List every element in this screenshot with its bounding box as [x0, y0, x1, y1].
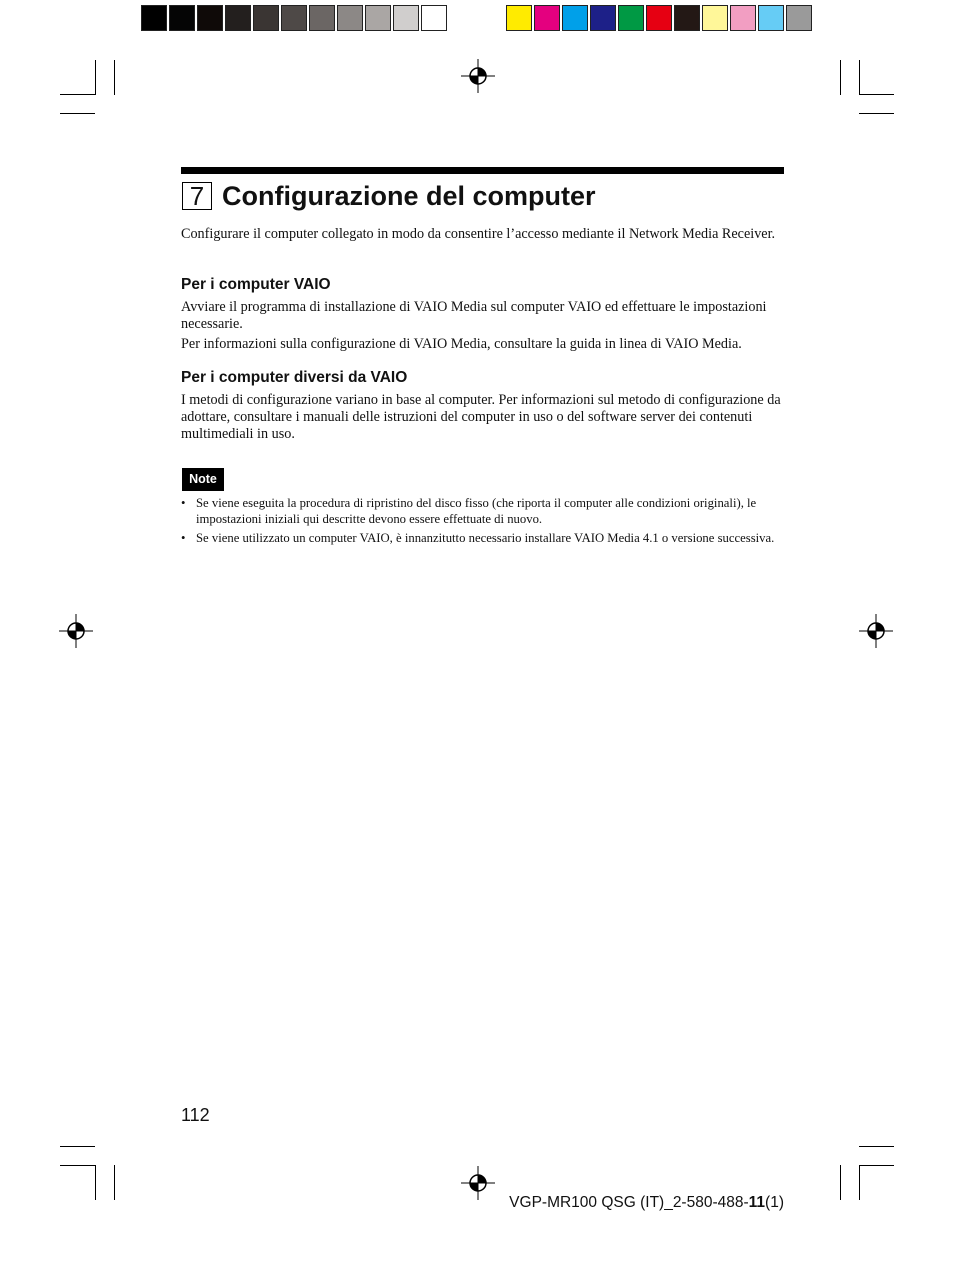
vaio-paragraph-1: Avviare il programma di installazione di VAIO Media sul computer VAIO ed effettuare le impostazioni necessarie.: [181, 299, 767, 332]
crop-mark: [840, 60, 841, 95]
section-rule: [181, 167, 784, 174]
crop-mark: [114, 1165, 115, 1200]
color-swatch: [421, 5, 447, 31]
crop-mark: [95, 60, 96, 95]
other-paragraph: I metodi di configurazione variano in base al computer. Per informazioni sul metodo di configurazione da adottare, consultare i manuali delle istruzioni del computer in uso o del software server dei contenuti multimediali in uso.: [181, 392, 781, 442]
footer-code: [509, 1193, 784, 1213]
color-swatch: [309, 5, 335, 31]
crop-mark: [60, 113, 95, 114]
color-swatch: [786, 5, 812, 31]
crop-mark: [859, 1165, 860, 1200]
crop-mark: [859, 60, 860, 95]
section-number: 7: [182, 182, 212, 210]
registration-mark-icon: [59, 614, 93, 648]
footer-prefix: VGP-MR100 QSG (IT)_2-580-488-: [509, 1194, 749, 1211]
crop-mark: [859, 94, 894, 95]
color-swatch: [225, 5, 251, 31]
registration-mark-icon: [859, 614, 893, 648]
heading-vaio: Per i computer VAIO: [181, 276, 331, 293]
color-swatch: [197, 5, 223, 31]
color-swatch: [674, 5, 700, 31]
note-item-text: Se viene utilizzato un computer VAIO, è innanzitutto necessario installare VAIO Media 4.1 o versione successiva.: [196, 531, 775, 545]
footer-bold: 11: [748, 1194, 766, 1211]
color-swatch: [141, 5, 167, 31]
bullet-icon: •: [181, 531, 186, 545]
color-swatch: [702, 5, 728, 31]
registration-mark-icon: [461, 59, 495, 93]
color-swatch: [506, 5, 532, 31]
color-swatch: [590, 5, 616, 31]
color-swatch: [365, 5, 391, 31]
crop-mark: [840, 1165, 841, 1200]
color-swatch: [730, 5, 756, 31]
color-swatch: [758, 5, 784, 31]
color-swatch: [393, 5, 419, 31]
bullet-icon: •: [181, 496, 186, 510]
page-number: 112: [181, 1105, 210, 1125]
crop-mark: [859, 113, 894, 114]
crop-mark: [60, 1146, 95, 1147]
crop-mark: [60, 94, 95, 95]
footer-suffix: (1): [765, 1194, 784, 1211]
crop-mark: [60, 1165, 95, 1166]
crop-mark: [114, 60, 115, 95]
note-item: [181, 530, 785, 546]
page-title: Configurazione del computer: [222, 181, 596, 211]
color-swatch: [281, 5, 307, 31]
crop-mark: [859, 1146, 894, 1147]
color-swatch: [337, 5, 363, 31]
vaio-paragraph-2: Per informazioni sulla configurazione di VAIO Media, consultare la guida in linea di VAIO Media.: [181, 336, 742, 352]
color-swatch: [618, 5, 644, 31]
color-swatch: [562, 5, 588, 31]
color-swatch: [646, 5, 672, 31]
intro-paragraph: Configurare il computer collegato in modo da consentire l’accesso mediante il Network Media Receiver.: [181, 226, 776, 242]
color-swatch: [169, 5, 195, 31]
heading-other: Per i computer diversi da VAIO: [181, 369, 408, 386]
color-swatch: [534, 5, 560, 31]
note-item: [181, 495, 785, 527]
crop-mark: [95, 1165, 96, 1200]
registration-mark-icon: [461, 1166, 495, 1200]
color-swatch: [253, 5, 279, 31]
note-badge: Note: [182, 468, 224, 491]
note-item-text: Se viene eseguita la procedura di ripristino del disco fisso (che riporta il computer alle condizioni originali), le impostazioni iniziali qui descritte devono essere effettuate di nuovo.: [196, 496, 757, 526]
crop-mark: [859, 1165, 894, 1166]
